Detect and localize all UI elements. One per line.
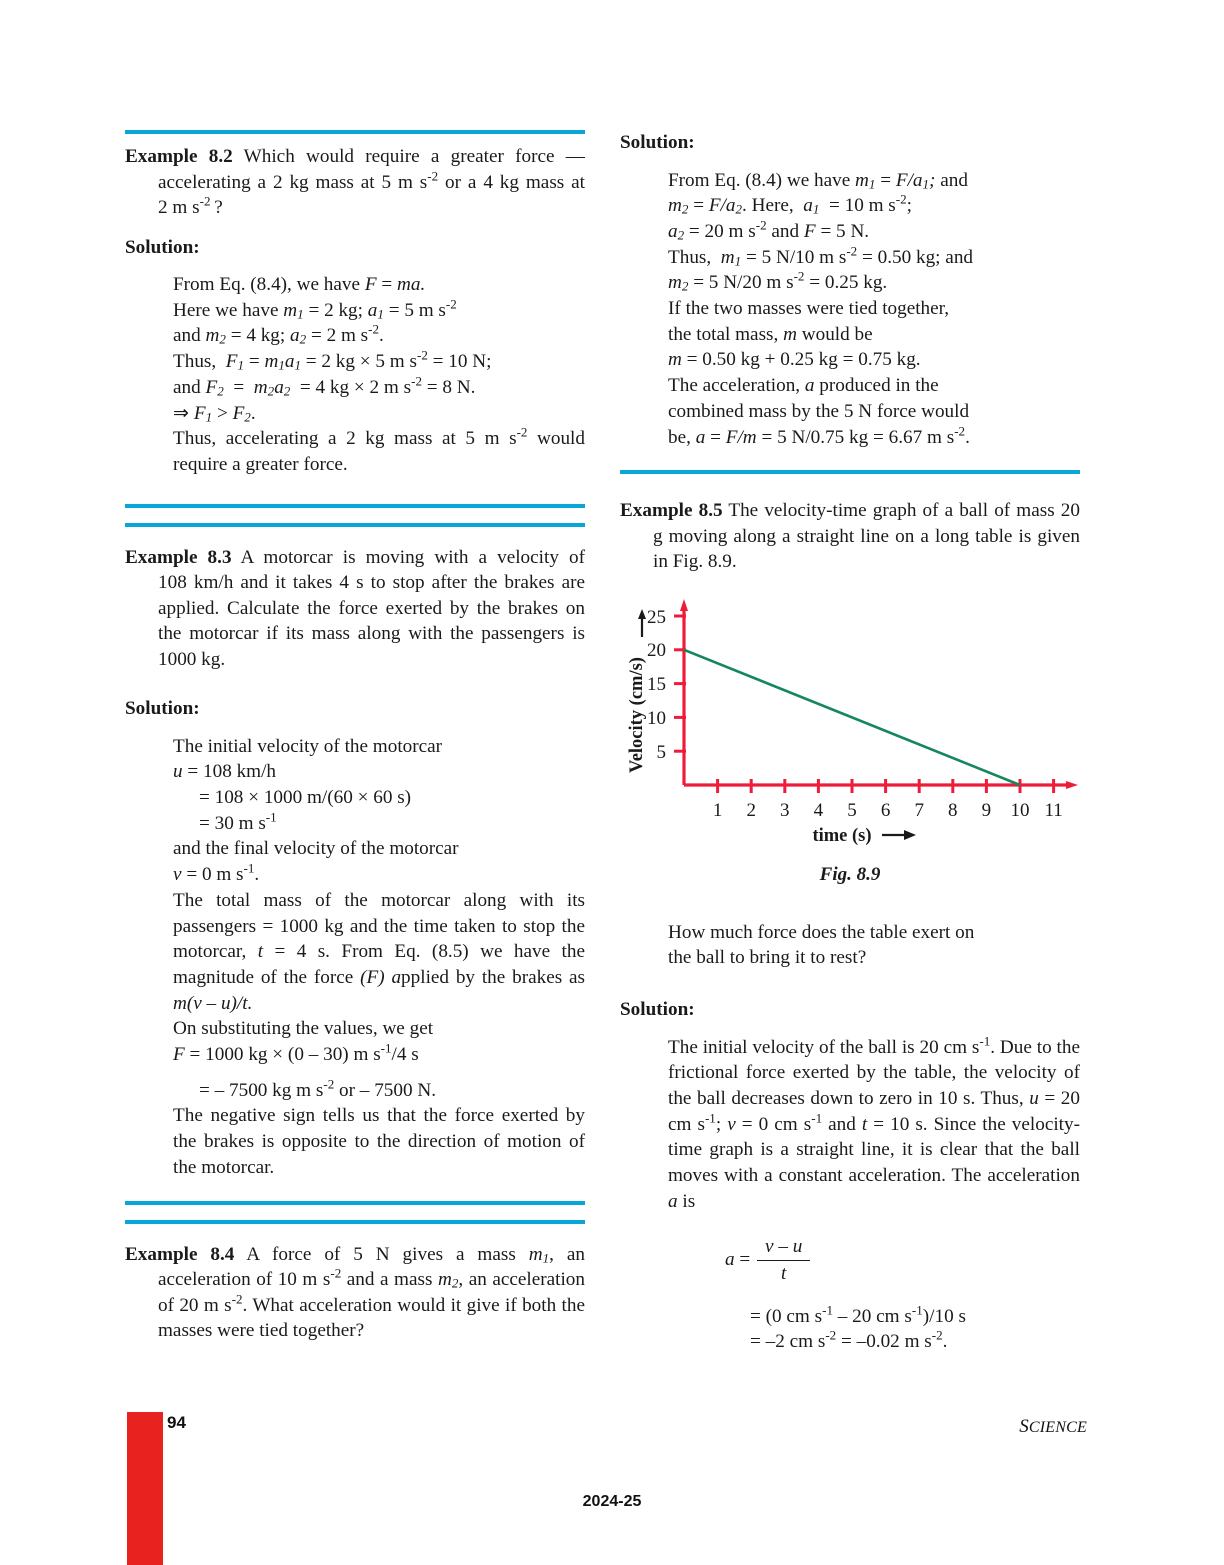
figure-caption: Fig. 8.9 — [819, 863, 881, 885]
formula-lhs: a — [725, 1248, 735, 1270]
x-axis-arrow — [1066, 781, 1078, 789]
soln-line: and $F_2 = m_2a_2 = 4$ kg × 2 m $s^{-2} = 8$ N. — [173, 373, 476, 399]
example-8-2-label: Example 8.2 — [125, 146, 233, 167]
velocity-line — [684, 650, 1020, 785]
soln-line: Thus, $F_1 = m_1a_1 = 2$ kg × 5 m $s^{-2} = 10$ N; — [173, 347, 492, 373]
soln-line: = – 7500 kg m $s^{-2}$ or – 7500 N. — [199, 1076, 437, 1101]
page-number: 94 — [167, 1413, 186, 1432]
subject-initial: S — [1019, 1416, 1029, 1437]
soln-line: = 108 × 1000 m/(60 × 60 s) — [199, 787, 412, 809]
solution-8-4-body — [620, 168, 1080, 451]
soln-line: = 30 m $s^{-1}$ — [199, 809, 277, 834]
soln-line: ⇒ $F_1 > F_2$. — [173, 402, 256, 424]
svg-text:4: 4 — [813, 799, 824, 821]
svg-text:10: 10 — [1010, 799, 1030, 821]
soln-8-3-paragraph-1: The total mass of the motorcar along with its passengers = 1000 kg and the time taken to stop the motorcar, t = 4 s. From Eq. (8.5) we have the magnitude of the force (F) applied by the brakes as m(v – u)/t. — [173, 889, 585, 1014]
svg-text:8: 8 — [948, 799, 958, 821]
solution-8-3-body-3 — [125, 1078, 585, 1104]
svg-text:15: 15 — [647, 673, 666, 695]
y-axis-title-arrow — [638, 609, 646, 637]
svg-text:2: 2 — [746, 799, 756, 821]
soln-line: The acceleration, a produced in the — [668, 375, 939, 397]
svg-text:Velocity (cm/s): Velocity (cm/s) — [627, 656, 647, 773]
x-tick-labels — [713, 800, 1063, 821]
x-axis-title-arrow — [882, 830, 916, 840]
figure-8-9 — [620, 595, 1080, 886]
y-axis-arrow — [680, 599, 688, 611]
svg-text:5: 5 — [847, 799, 857, 821]
soln-line: and $m_2 = 4$ kg; $a_2 = 2$ m $s^{-2}$. — [173, 322, 384, 347]
soln-8-3-paragraph-2: The negative sign tells us that the force exerted by the brakes is opposite to the direction of motion of the motorcar. — [173, 1105, 585, 1178]
soln-line: v = 0 m $s^{-1}$. — [173, 860, 260, 886]
example-8-5-label: Example 8.5 — [620, 500, 723, 522]
svg-text:9: 9 — [981, 799, 992, 821]
svg-text:5: 5 — [656, 741, 666, 763]
edition-year: 2024-25 — [582, 1493, 642, 1510]
soln-line: Thus, $m_1 = 5$ N/10 m $s^{-2} = 0.50$ kg; and — [668, 243, 974, 268]
velocity-time-chart — [620, 595, 1080, 846]
svg-text:10: 10 — [647, 707, 666, 729]
example-8-3-statement: Example 8.3 A motorcar is moving with a velocity of 108 km/h and it takes 4 s to stop after the brakes are applied. Calculate the force exerted by the brakes on the motorcar if its mass along with the passengers is 1000 kg. — [125, 546, 585, 670]
soln-line: From Eq. (8.4), we have F = ma. — [173, 274, 426, 295]
y-tick-labels — [647, 607, 666, 763]
soln-line: On substituting the values, we get — [173, 1018, 434, 1040]
right-column — [620, 130, 1080, 1355]
left-column — [125, 130, 585, 1344]
formula-steps — [620, 1304, 1080, 1355]
page-accent-bar — [127, 1412, 163, 1565]
solution-8-2-body — [125, 272, 585, 478]
soln-line: The initial velocity of the motorcar — [173, 735, 443, 757]
soln-line: m = 0.50 kg + 0.25 kg = 0.75 kg. — [668, 349, 921, 371]
subject-name — [1019, 1416, 1087, 1438]
formula-step-2: = –2 cm $s^{-2} = -0.02$ m $s^{-2}$. — [750, 1327, 948, 1353]
soln-line: the total mass, m would be — [668, 323, 873, 345]
svg-text:25: 25 — [647, 606, 666, 628]
soln-line: $m_2 = F/a_2$. Here, $a_1 = 10$ m $s^{-2}$; — [668, 191, 912, 217]
solution-label-8-4: Solution: — [620, 132, 695, 153]
example-8-4-label: Example 8.4 — [125, 1243, 235, 1265]
soln-line: combined mass by the 5 N force would — [668, 400, 970, 422]
soln-line: the ball to bring it to rest? — [668, 947, 867, 969]
soln-line: and the final velocity of the motorcar — [173, 838, 459, 860]
y-axis-title — [627, 657, 647, 773]
solution-8-3-body-2 — [125, 1016, 585, 1067]
formula-numerator: v – u — [757, 1235, 810, 1261]
soln-line: Here we have $m_1 = 2$ kg; $a_1 = 5$ m $s^{-2}$ — [173, 296, 457, 322]
example-8-2-statement: Example 8.2 Which would require a greater force — accelerating a 2 kg mass at 5 m $s^{-2}$ or a 4 kg mass at 2 m $s^{-2}$ ? — [125, 146, 585, 218]
example-8-3-label: Example 8.3 — [125, 546, 232, 568]
svg-text:6: 6 — [880, 799, 891, 821]
svg-text:11: 11 — [1044, 799, 1063, 821]
soln-line: From Eq. (8.4) we have $m_1 = F/a_1$; and — [668, 169, 968, 191]
acceleration-formula — [620, 1235, 1080, 1286]
svg-text:3: 3 — [780, 799, 790, 821]
soln-line: $a_2 = 20$ m $s^{-2}$ and F = 5 N. — [668, 217, 870, 243]
example-8-4-statement: Example 8.4 A force of 5 N gives a mass $m_1$, an acceleration of 10 m $s^{-2}$ and a mass $m_2$, an acceleration of 20 m $s^{-2}$. What acceleration would it give if both the masses were tied together? — [125, 1243, 585, 1342]
formula-equals: = — [739, 1248, 751, 1270]
solution-8-5-body: The initial velocity of the ball is 20 cm $s^{-1}$. Due to the frictional force exerted by the table, the velocity of the ball decreases down to zero in 10 s. Thus, u = 20 cm $s^{-1}$; v = 0 cm $s^{-1}$ and t = 10 s. Since the velocity-time graph is a straight line, it is clear that the ball moves with a constant acceleration. The acceleration a is — [668, 1033, 1080, 1212]
soln-line: $m_2 = 5$ N/20 m $s^{-2} = 0.25$ kg. — [668, 268, 888, 294]
formula-denominator: t — [781, 1262, 787, 1284]
soln-line: How much force does the table exert on — [668, 921, 975, 943]
example-8-5-question — [620, 920, 1080, 971]
soln-line: be, a = F/m = 5 N/0.75 kg = 6.67 m $s^{-2}$. — [668, 423, 970, 448]
soln-line: F = 1000 kg × (0 – 30) m $s^{-1}/4$ s — [173, 1040, 419, 1066]
formula-fraction — [757, 1235, 810, 1286]
soln-line: u = 108 km/h — [173, 761, 277, 783]
solution-label-8-2: Solution: — [125, 236, 200, 258]
subject-rest: CIENCE — [1028, 1419, 1087, 1436]
formula-step-1: = (0 cm $s^{-1} - 20$ cm $s^{-1})/10$ s — [750, 1302, 966, 1327]
solution-label-8-5: Solution: — [620, 999, 695, 1021]
svg-text:20: 20 — [647, 639, 666, 661]
svg-text:1: 1 — [712, 799, 723, 821]
x-axis-title: time (s) — [812, 825, 872, 846]
solution-8-3-body — [125, 734, 585, 888]
svg-text:7: 7 — [914, 799, 924, 821]
soln-line: Thus, accelerating a 2 kg mass at 5 m $s^{-2}$ would require a greater force. — [173, 424, 585, 475]
solution-label-8-3: Solution: — [125, 698, 200, 720]
soln-line: If the two masses were tied together, — [668, 298, 950, 320]
example-8-5-statement: Example 8.5 The velocity-time graph of a ball of mass 20 g moving along a straight line on a long table is given in Fig. 8.9. — [620, 500, 1080, 573]
